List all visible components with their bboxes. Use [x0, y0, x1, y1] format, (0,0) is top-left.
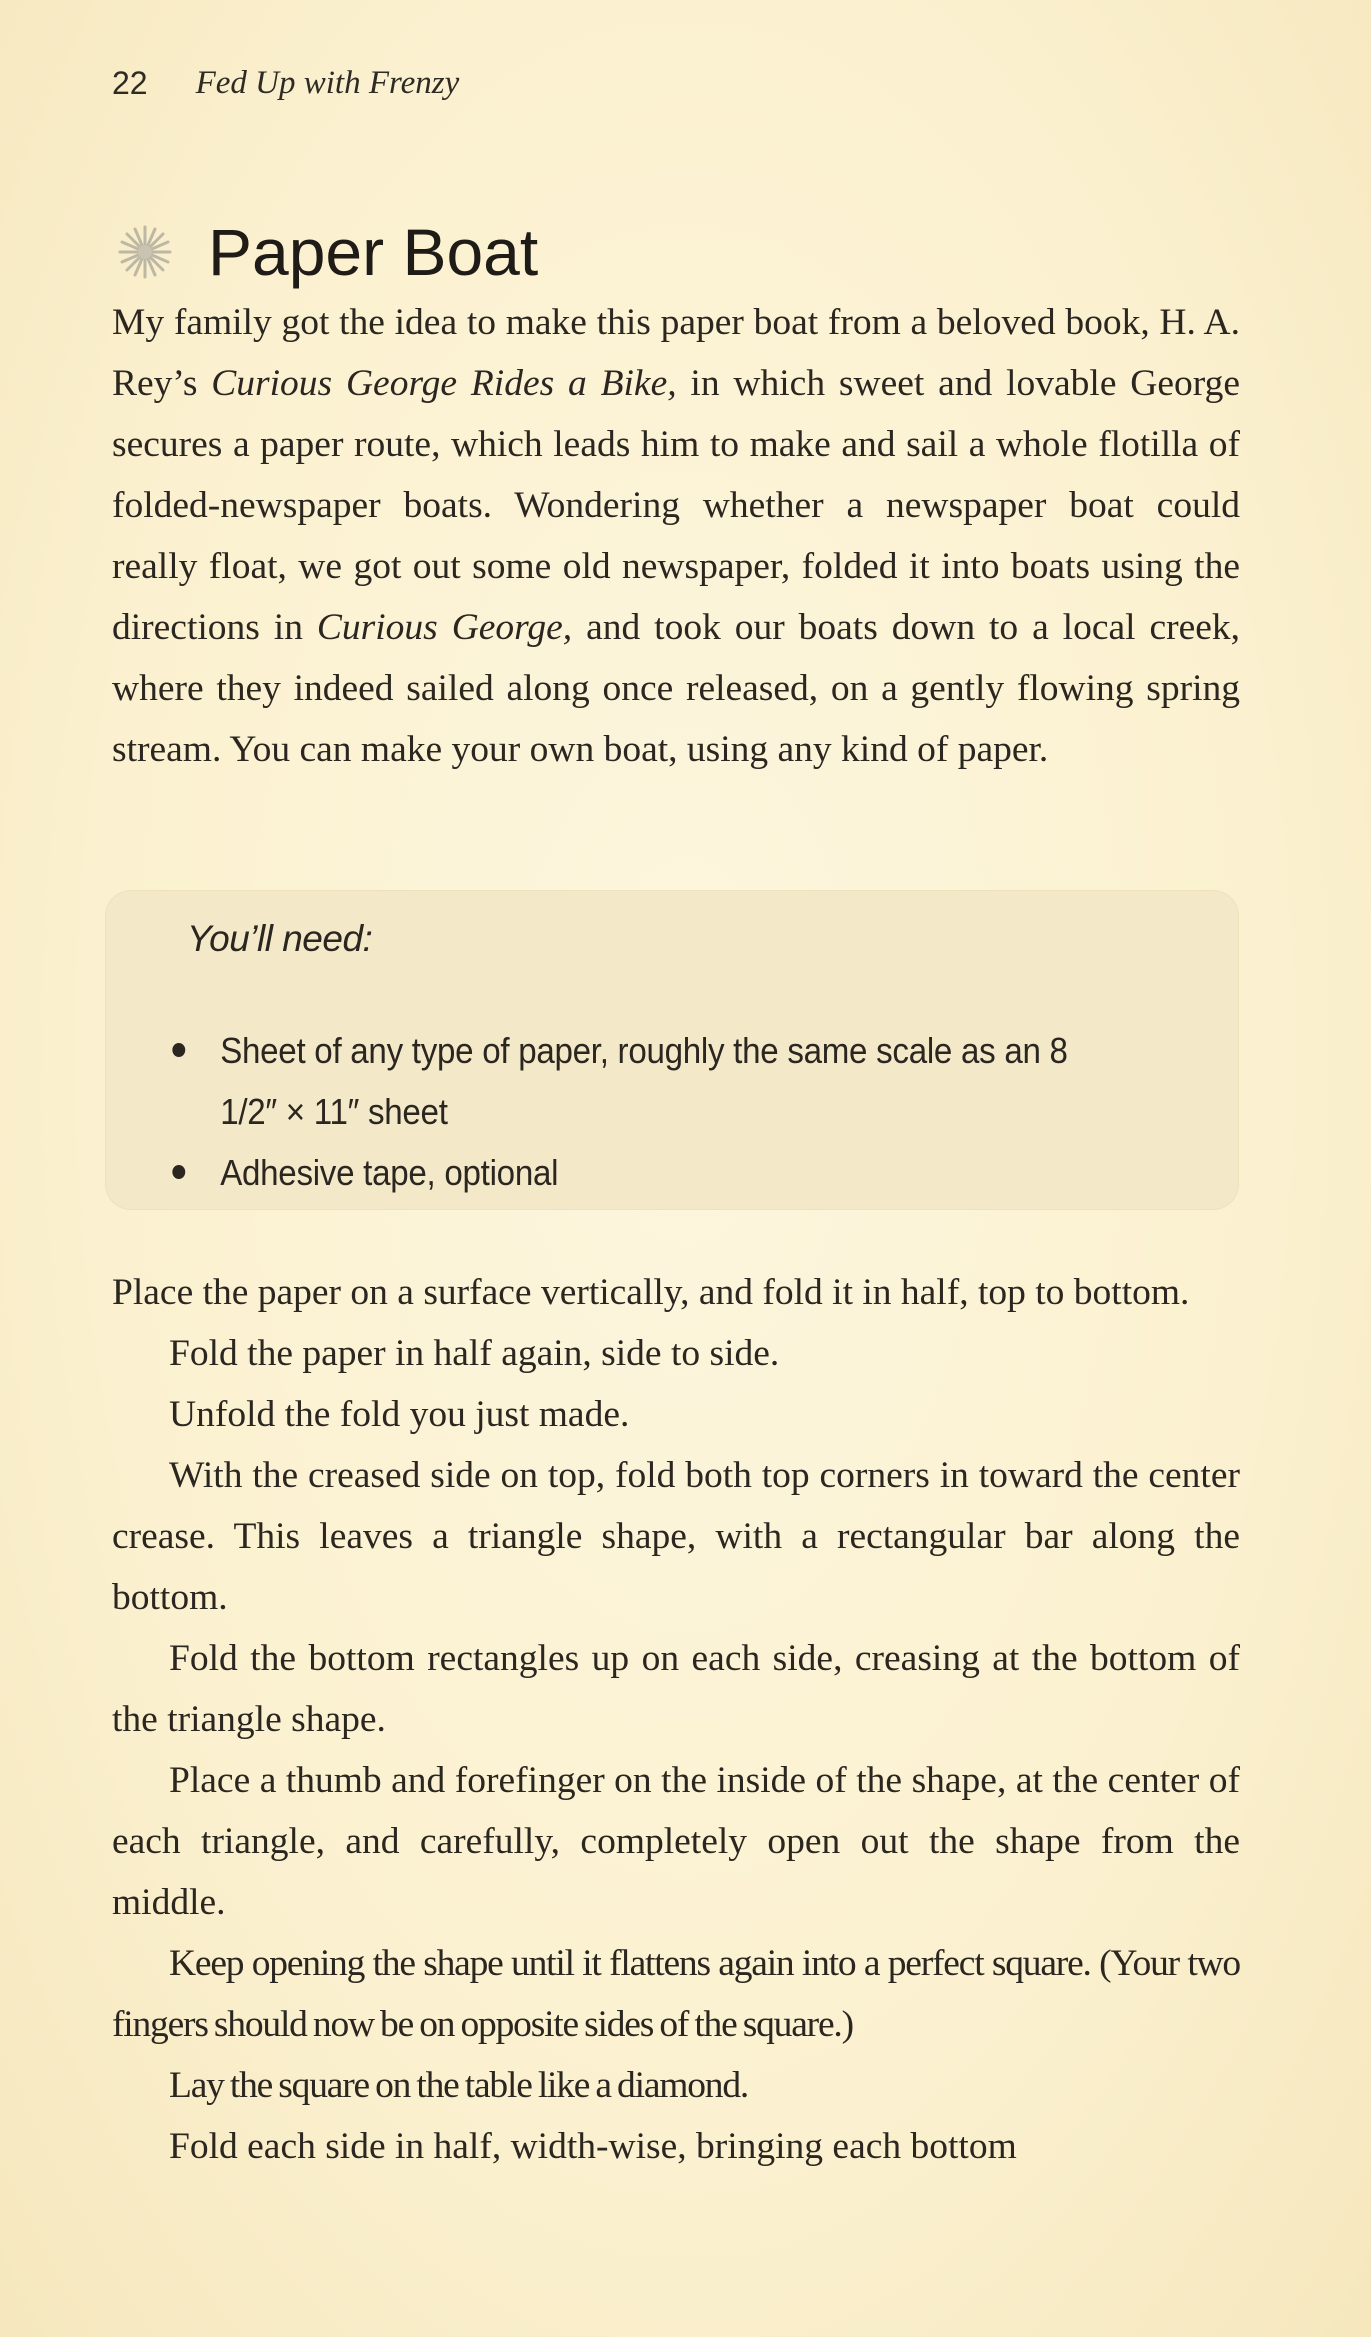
instruction-step: Place the paper on a surface vertically, and fold it in half, top to bottom.	[112, 1272, 1190, 1313]
starburst-icon	[116, 223, 174, 281]
instruction-step: Place a thumb and forefinger on the inside of the shape, at the center of each triangle, and carefully, completely open out the shape from the middle.	[112, 1760, 1240, 1923]
instruction-step: With the creased side on top, fold both top corners in toward the center crease. This leaves a triangle shape, with a rectangular bar along the bottom.	[112, 1455, 1240, 1618]
instruction-step: Unfold the fold you just made.	[169, 1394, 630, 1435]
section-heading	[112, 212, 538, 292]
bullet-icon	[172, 1165, 185, 1179]
instructions	[112, 1262, 1240, 2177]
intro-text-part2: in which sweet and lovable George secures a paper route, which leads him to make and sail a whole flotilla of folded-newspaper boats. Wondering whether a newspaper boat could really float, we got out some old newspaper, folded it into boats using the directions in	[112, 363, 1240, 648]
page-number: 22	[112, 64, 148, 101]
materials-item-text: Adhesive tape, optional	[220, 1152, 559, 1193]
instruction-step: Fold the paper in half again, side to side.	[169, 1333, 780, 1374]
intro-paragraph	[112, 292, 1240, 780]
instruction-step: Lay the square on the table like a diamond.	[169, 2065, 749, 2106]
instruction-step: Fold the bottom rectangles up on each side, creasing at the bottom of the triangle shape.	[112, 1638, 1240, 1740]
materials-title: You’ll need:	[187, 918, 373, 959]
materials-list	[165, 1020, 1215, 1203]
materials-item	[165, 1020, 1131, 1142]
bullet-icon	[172, 1043, 185, 1057]
materials-item	[165, 1142, 1131, 1203]
running-head	[112, 58, 459, 108]
book-title: Fed Up with Frenzy	[195, 64, 460, 101]
materials-box	[105, 890, 1239, 1210]
intro-text-part3: and took our boats down to a local creek, where they indeed sailed along once released, on a gently flowing spring stream. You can make your own boat, using any kind of paper.	[112, 607, 1240, 770]
instruction-step: Keep opening the shape until it flattens again into a perfect square. (Your two fingers should now be on opposite sides of the square.)	[112, 1943, 1240, 2045]
section-title: Paper Boat	[208, 215, 539, 289]
materials-item-text: Sheet of any type of paper, roughly the same scale as an 8 1/2″ × 11″ sheet	[220, 1030, 1068, 1132]
instruction-step: Fold each side in half, width-wise, bringing each bottom	[169, 2126, 1017, 2167]
book-reference-italic: Curious George Rides a Bike,	[211, 363, 677, 404]
book-reference-italic-2: Curious George,	[316, 607, 573, 648]
intro-text-part1: My family got the idea to make this paper boat from a beloved book, H. A. Rey’s	[112, 302, 1240, 404]
